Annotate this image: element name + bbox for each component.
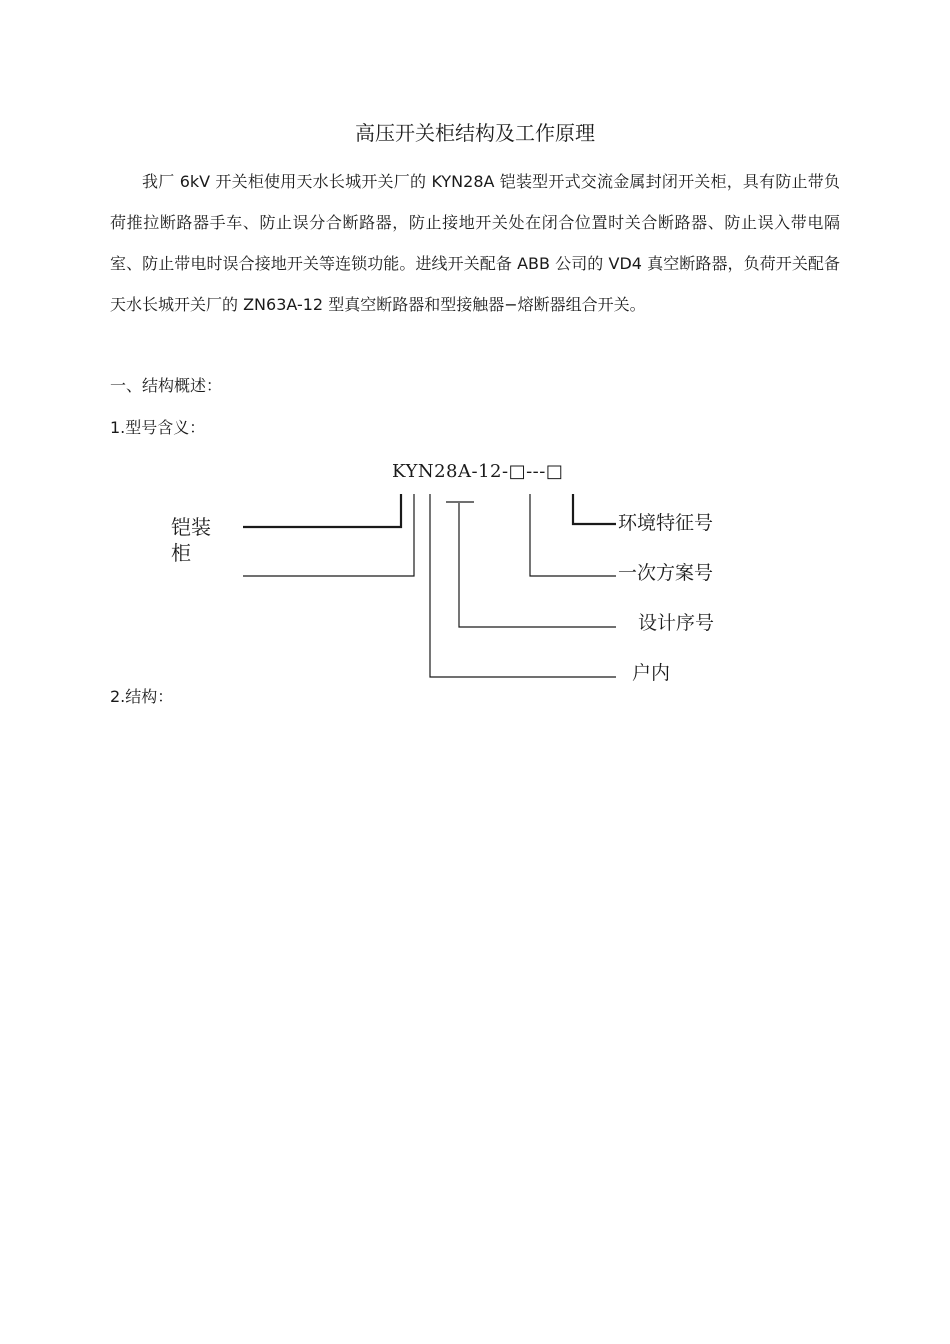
label-primary-scheme: 一次方案号 bbox=[618, 562, 714, 584]
section-heading-structure-overview: 一、结构概述： bbox=[110, 376, 223, 395]
line-armored bbox=[243, 494, 401, 527]
line-cabinet bbox=[243, 494, 414, 576]
label-environment: 环境特征号 bbox=[618, 512, 714, 534]
label-design-serial: 设计序号 bbox=[638, 612, 715, 634]
model-designation-diagram bbox=[0, 450, 950, 690]
label-indoor: 户内 bbox=[632, 662, 671, 684]
section-heading-model-meaning: 1.型号含义： bbox=[110, 418, 206, 437]
section-heading-structure: 2.结构： bbox=[110, 687, 174, 706]
label-armored-cabinet: 铠装柜 bbox=[171, 515, 211, 565]
line-indoor bbox=[430, 494, 616, 677]
model-code: KYN28A-12-□---□ bbox=[392, 461, 564, 482]
diagram-lines bbox=[0, 450, 950, 690]
line-environment bbox=[573, 494, 616, 524]
intro-paragraph: 我厂 6kV 开关柜使用天水长城开关厂的 KYN28A 铠装型开式交流金属封闭开关柜，具有防止带负荷推拉断路器手车、防止误分合断路器，防止接地开关处在闭合位置时关合断路器、防止误入带电隔室、防止带电时误合接地开关等连锁功能。进线开关配备 ABB 公司的 VD4 真空断路器，负荷开关配备天水长城开关厂的 ZN63A-12 型真空断路器和型接触器−熔断器组合开关。 bbox=[110, 172, 840, 314]
page-title: 高压开关柜结构及工作原理 bbox=[355, 121, 595, 145]
line-design bbox=[459, 503, 616, 627]
